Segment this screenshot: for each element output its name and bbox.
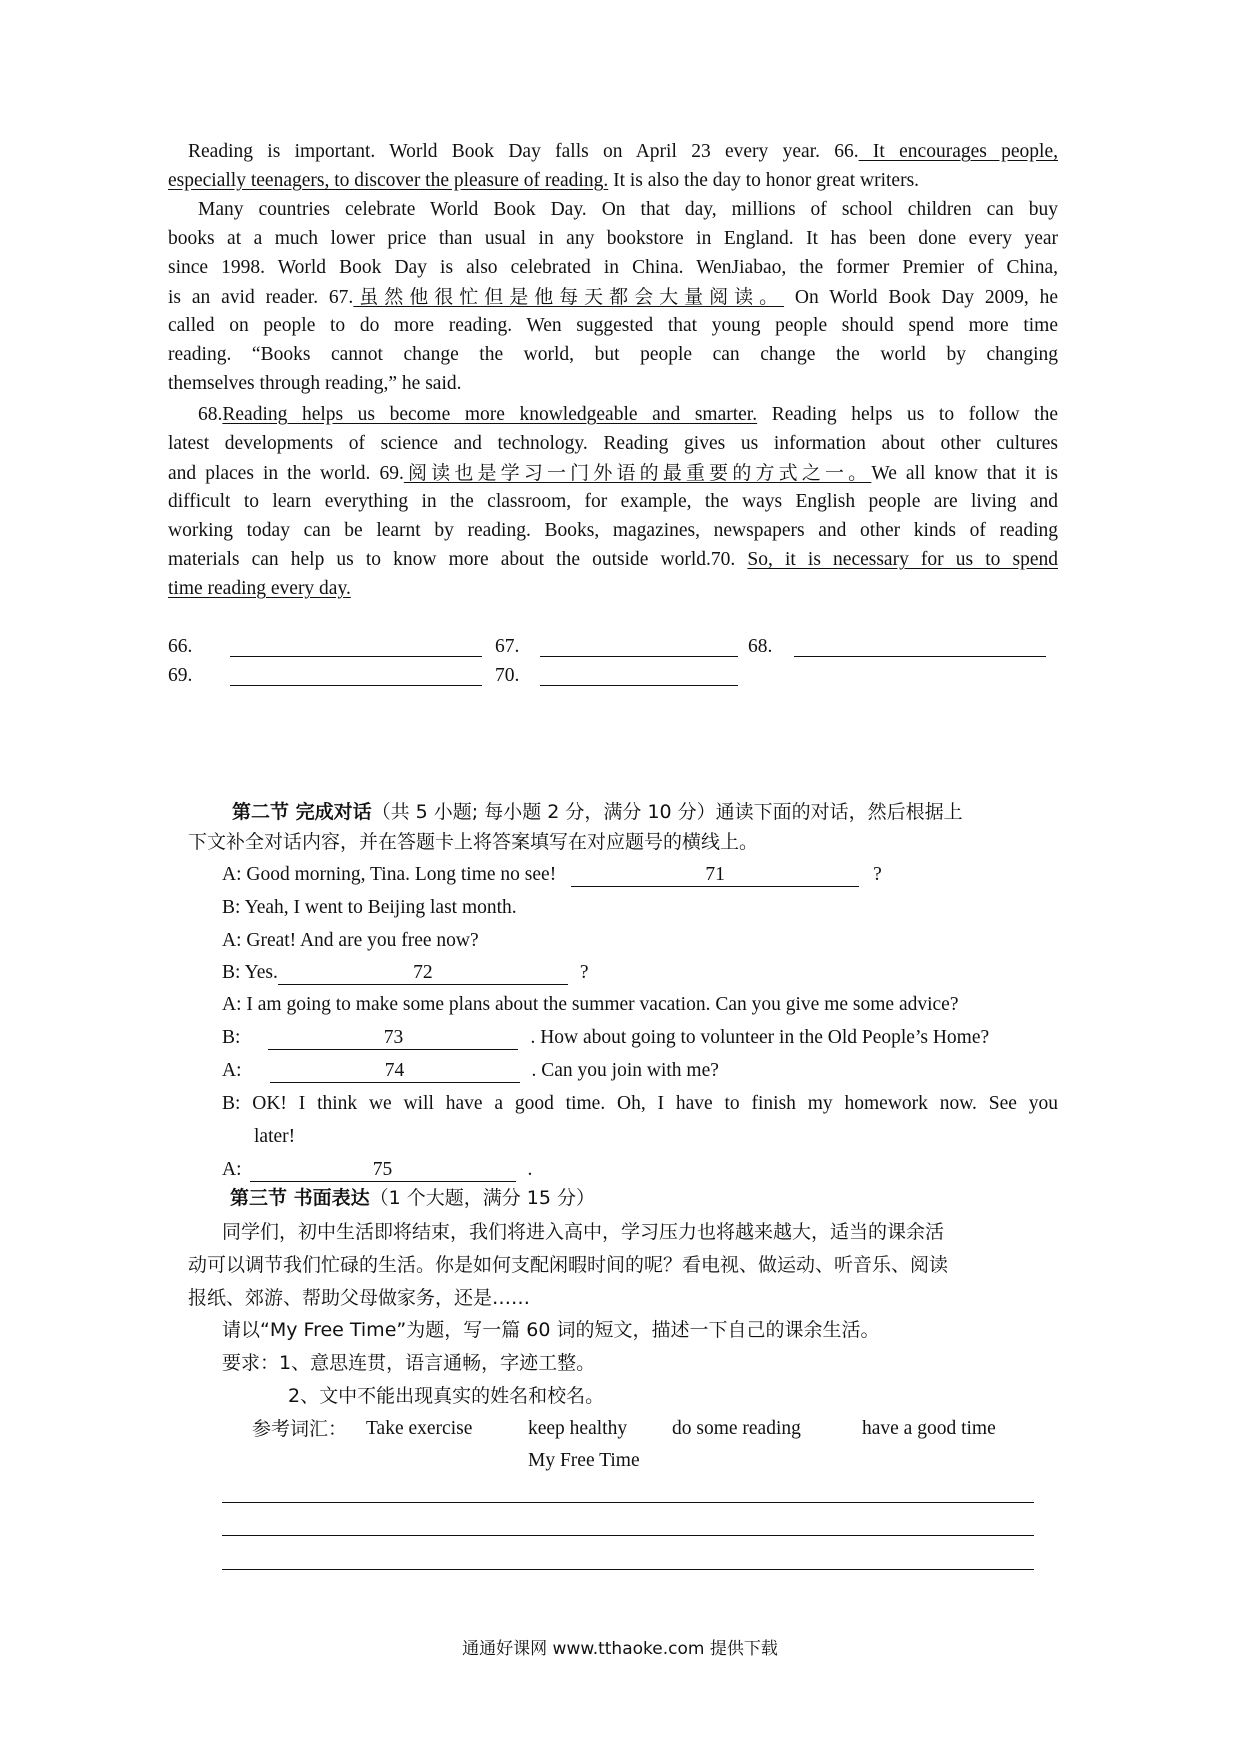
dialogue-line: B: OK! I think we will have a good time. Oh, I have to finish my homework now. See you xyxy=(222,1093,1058,1114)
dialogue-speaker: B: xyxy=(222,1027,241,1048)
dialogue-text: . xyxy=(527,1159,533,1180)
dialogue-blank-74[interactable]: 74 xyxy=(270,1060,520,1083)
answer-blank-66[interactable] xyxy=(230,634,482,657)
passage-line: latest developments of science and technology. Reading gives us information about other cultures xyxy=(168,433,1058,454)
vocab-item: do some reading xyxy=(672,1418,801,1439)
vocab-label: 参考词汇： xyxy=(252,1418,348,1440)
dialogue-blank-73[interactable]: 73 xyxy=(268,1027,518,1050)
underlined-sentence-66: It encourages people, xyxy=(858,141,1058,162)
passage-line xyxy=(188,139,1058,165)
passage-line: since 1998. World Book Day is also celebrated in China. WenJiabao, the former Premier of China, xyxy=(168,257,1058,278)
vocab-item: Take exercise xyxy=(366,1418,473,1439)
vocab-item: keep healthy xyxy=(528,1418,628,1439)
requirement-1: 要求：1、意思连贯，语言通畅，字迹工整。 xyxy=(222,1352,596,1374)
answer-label-67: 67. xyxy=(495,636,520,657)
question-mark: ? xyxy=(873,864,882,885)
dialogue-line: B: Yeah, I went to Beijing last month. xyxy=(222,897,517,918)
dialogue-text: . Can you join with me? xyxy=(531,1060,719,1081)
dialogue-line: A: I am going to make some plans about the summer vacation. Can you give me some advice? xyxy=(222,994,959,1015)
passage-line xyxy=(168,284,1058,311)
passage-line xyxy=(168,576,351,602)
dialogue-text: B: Yes. xyxy=(222,962,278,983)
dialogue-line xyxy=(222,960,588,986)
dialogue-speaker: A: xyxy=(222,1060,242,1081)
translation-sentence-67: 虽然他很忙但是他每天都会大量阅读。 xyxy=(353,286,785,308)
section2-intro: （共 5 小题; 每小题 2 分，满分 10 分）通读下面的对话，然后根据上 xyxy=(371,801,963,823)
passage-line xyxy=(168,460,1058,487)
passage-line: Many countries celebrate World Book Day. On that day, millions of school children can buy xyxy=(198,199,1058,220)
passage-line xyxy=(198,402,1058,428)
passage-line: themselves through reading,” he said. xyxy=(168,373,462,394)
passage-text: On World Book Day 2009, he xyxy=(784,287,1058,308)
answer-label-66: 66. xyxy=(168,636,193,657)
section3-line: 动可以调节我们忙碌的生活。你是如何支配闲暇时间的呢？看电视、做运动、听音乐、阅读 xyxy=(188,1254,949,1276)
underlined-sentence-68: Reading helps us become more knowledgeable and smarter. xyxy=(222,404,758,425)
answer-blank-69[interactable] xyxy=(230,663,482,686)
passage-text: is an avid reader. 67. xyxy=(168,287,354,308)
passage-text: It is also the day to honor great writers. xyxy=(608,170,920,191)
passage-text: 68. xyxy=(198,404,223,425)
dialogue-blank-71[interactable]: 71 xyxy=(571,864,859,887)
dialogue-blank-75[interactable]: 75 xyxy=(250,1159,516,1182)
answer-blank-68[interactable] xyxy=(794,634,1046,657)
answer-label-68: 68. xyxy=(748,636,773,657)
passage-line: working today can be learnt by reading. Books, magazines, newspapers and other kinds of reading xyxy=(168,520,1058,541)
passage-line: books at a much lower price than usual in any bookstore in England. It has been done every year xyxy=(168,228,1058,249)
dialogue-text: . How about going to volunteer in the Old People’s Home? xyxy=(530,1027,990,1048)
section3-line: 报纸、郊游、帮助父母做家务，还是…… xyxy=(188,1287,531,1309)
writing-line[interactable] xyxy=(222,1569,1034,1570)
section3-line: 同学们，初中生活即将结束，我们将进入高中，学习压力也将越来越大，适当的课余活 xyxy=(222,1221,945,1243)
translation-sentence-69: 阅读也是学习一门外语的最重要的方式之一。 xyxy=(403,462,872,484)
footer: 通通好课网 www.tthaoke.com 提供下载 xyxy=(462,1639,778,1659)
section3-title: 第三节 书面表达 xyxy=(230,1187,370,1209)
question-mark: ? xyxy=(579,962,589,983)
passage-text: and places in the world. 69. xyxy=(168,463,404,484)
dialogue-speaker: A: xyxy=(222,1159,242,1180)
dialogue-line xyxy=(222,1058,719,1084)
passage-text: materials can help us to know more about the outside world.70. xyxy=(168,549,748,570)
vocab-item: have a good time xyxy=(862,1418,996,1439)
requirement-2: 2、文中不能出现真实的姓名和校名。 xyxy=(288,1385,605,1407)
writing-line[interactable] xyxy=(222,1502,1034,1503)
underlined-sentence-70: time reading every day. xyxy=(168,578,351,599)
underlined-sentence-70: So, it is necessary for us to spend xyxy=(747,549,1058,570)
dialogue-line xyxy=(222,862,882,888)
section2-intro-line2: 下文补全对话内容，并在答题卡上将答案填写在对应题号的横线上。 xyxy=(188,831,759,853)
underlined-sentence-66: especially teenagers, to discover the pleasure of reading. xyxy=(168,170,609,191)
passage-text: Reading is important. World Book Day falls on April 23 every year. 66. xyxy=(188,141,859,162)
dialogue-line xyxy=(222,1157,532,1183)
section3-line: 请以“My Free Time”为题，写一篇 60 词的短文，描述一下自己的课余生活。 xyxy=(222,1319,880,1341)
passage-line xyxy=(168,168,919,194)
section3-heading xyxy=(230,1185,595,1212)
passage-text: Reading helps us to follow the xyxy=(757,404,1058,425)
dialogue-line: later! xyxy=(254,1126,296,1147)
dialogue-line: A: Great! And are you free now? xyxy=(222,930,479,951)
passage-line: called on people to do more reading. Wen suggested that young people should spend more time xyxy=(168,315,1058,336)
answer-blank-70[interactable] xyxy=(540,663,738,686)
passage-text: We all know that it is xyxy=(871,463,1058,484)
essay-title: My Free Time xyxy=(528,1450,640,1471)
answer-label-70: 70. xyxy=(495,665,520,686)
answer-blank-67[interactable] xyxy=(540,634,738,657)
dialogue-blank-72[interactable]: 72 xyxy=(278,962,568,985)
section3-note: （1 个大题，满分 15 分） xyxy=(369,1187,596,1209)
dialogue-text: A: Good morning, Tina. Long time no see! xyxy=(222,864,557,885)
passage-line: reading. “Books cannot change the world, but people can change the world by changing xyxy=(168,344,1058,365)
answer-label-69: 69. xyxy=(168,665,193,686)
writing-line[interactable] xyxy=(222,1535,1034,1536)
section2-title: 第二节 完成对话 xyxy=(232,801,372,823)
passage-line xyxy=(168,547,1058,573)
passage-line: difficult to learn everything in the classroom, for example, the ways English people are living and xyxy=(168,491,1058,512)
section2-heading xyxy=(232,799,963,826)
dialogue-line xyxy=(222,1025,989,1051)
